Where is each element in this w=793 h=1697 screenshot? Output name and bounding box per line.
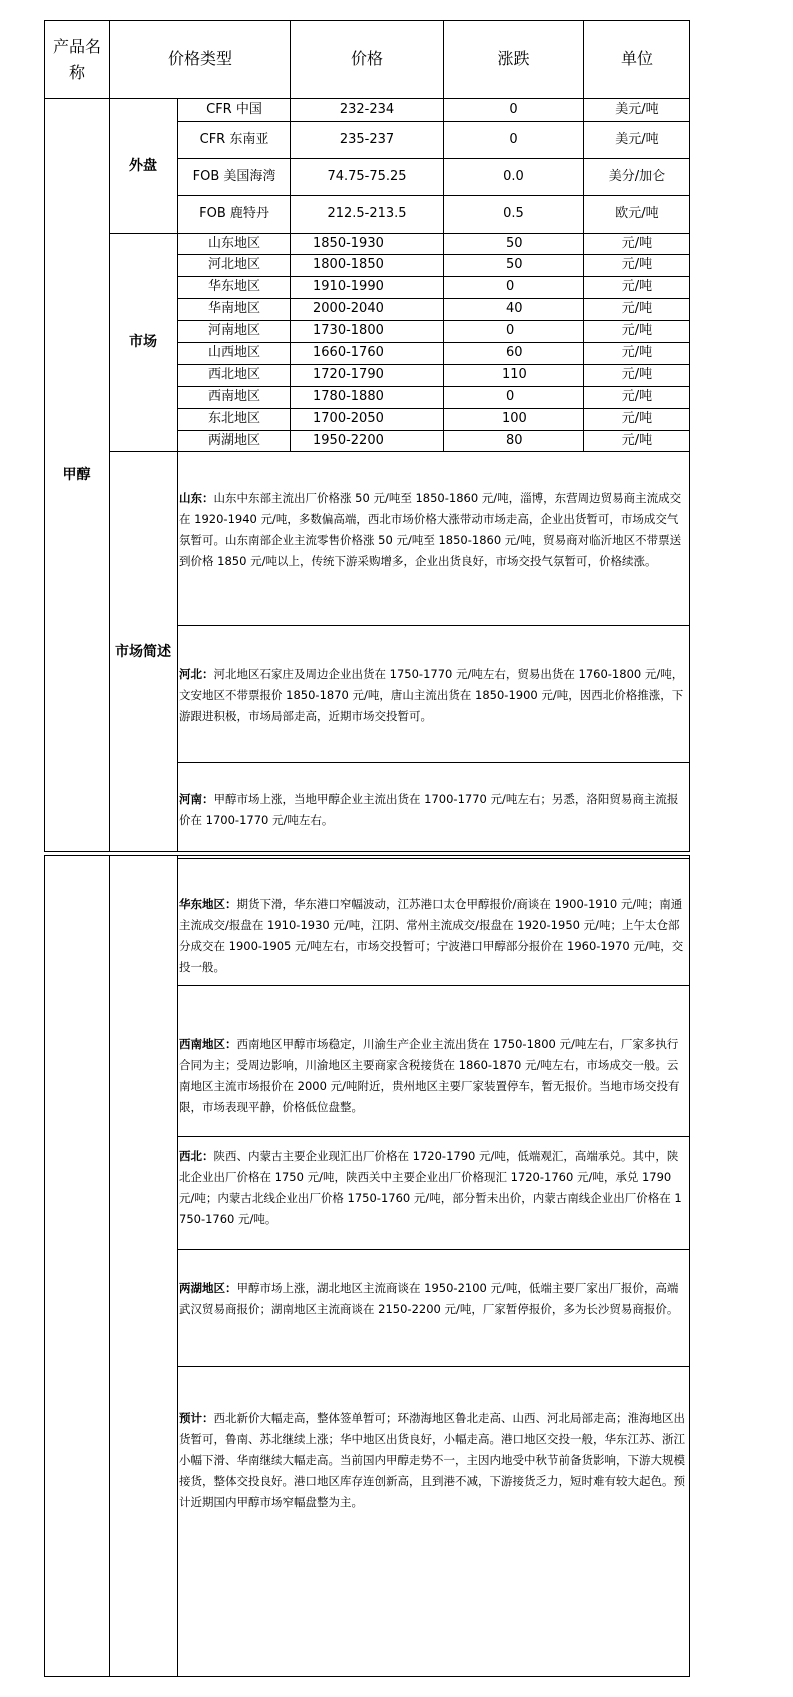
price-value: 1780-1880 xyxy=(313,389,384,404)
summary-southwest xyxy=(179,1034,687,1118)
price-type: CFR 东南亚 xyxy=(199,131,269,147)
region: 华南地区 xyxy=(207,301,260,316)
price-change: 50 xyxy=(506,257,523,272)
price-unit: 元/吨 xyxy=(621,279,653,294)
summary-northwest xyxy=(179,1146,687,1230)
summary-text: 西北新价大幅走高，整体签单暂可；环渤海地区鲁北走高、山西、河北局部走高；淮海地区出货暂可，鲁南、苏北继续上涨；华中地区出货良好，小幅走高。港口地区交投一般，华东江苏、浙江小幅下滑、华南继续大幅走高。当前国内甲醇走势不一，主因内地受中秋节前备货影响，下游大规模接货，整体交投良好。港口地区库存连创新高，且到港不减，下游接货乏力，短时难有较大起色。预计近期国内甲醇市场窄幅盘整为主。 xyxy=(179,1411,685,1509)
price-unit: 元/吨 xyxy=(621,257,653,272)
summary-table-continued xyxy=(44,855,690,1677)
region: 山西地区 xyxy=(207,345,260,360)
price-change: 0.0 xyxy=(503,168,524,184)
region: 东北地区 xyxy=(207,411,260,426)
price-change: 0.5 xyxy=(503,206,524,221)
summary-hebei xyxy=(179,664,687,727)
price-unit: 美分/加仑 xyxy=(608,168,666,184)
price-change: 0 xyxy=(506,323,515,338)
summary-text: 期货下滑，华东港口窄幅波动，江苏港口太仓甲醇报价/商谈在 1900-1910 元/吨；南通主流成交/报盘在 1910-1930 元/吨，江阴、常州主流成交/报盘在 1920-1950 元/吨；上午太仓部分成交在 1900-1905 元/吨左右，市场交投暂可；宁波港口甲醇部分报价在 1960-1970 元/吨，交投一般。 xyxy=(179,897,684,974)
region: 山东地区 xyxy=(207,235,260,251)
price-unit: 元/吨 xyxy=(621,235,653,251)
summary-shandong xyxy=(179,488,687,572)
price-type: FOB 美国海湾 xyxy=(192,168,276,184)
summary-henan xyxy=(179,789,687,831)
price-unit: 美元/吨 xyxy=(615,131,659,147)
group-outer: 外盘 xyxy=(129,157,157,174)
price-unit: 元/吨 xyxy=(621,345,653,360)
region: 西北地区 xyxy=(207,367,260,382)
product-name: 甲醇 xyxy=(62,467,91,483)
summary-label: 预计： xyxy=(179,1411,214,1425)
summary-text: 陕西、内蒙古主要企业现汇出厂价格在 1720-1790 元/吨，低端观汇，高端承兑。其中，陕北企业出厂价格在 1750 元/吨，陕西关中主要企业出厂价格现汇 1720-1760 元/吨，承兑 1790 元/吨；内蒙古北线企业出厂价格 1750-1760 元/吨，部分暂未出价，内蒙古南线企业出厂价格在 1750-1760 元/吨。 xyxy=(179,1149,682,1226)
price-value: 1720-1790 xyxy=(313,367,384,382)
price-change: 100 xyxy=(502,411,527,426)
summary-forecast xyxy=(179,1408,687,1513)
header-unit: 单位 xyxy=(620,49,653,68)
region: 河南地区 xyxy=(207,323,260,338)
price-unit: 元/吨 xyxy=(621,389,653,404)
price-unit: 元/吨 xyxy=(621,411,653,426)
header-product: 产品名称 xyxy=(52,36,101,82)
price-change: 50 xyxy=(506,235,523,251)
summary-label: 西北： xyxy=(179,1149,214,1163)
price-unit: 欧元/吨 xyxy=(615,206,659,221)
summary-label: 华东地区： xyxy=(179,897,237,911)
header-price: 价格 xyxy=(350,49,383,68)
price-value: 1910-1990 xyxy=(313,279,384,294)
summary-label: 两湖地区： xyxy=(179,1281,237,1295)
group-summary: 市场简述 xyxy=(115,643,171,660)
price-unit: 元/吨 xyxy=(621,301,653,316)
summary-text: 西南地区甲醇市场稳定，川渝生产企业主流出货在 1750-1800 元/吨左右，厂家多执行合同为主；受周边影响，川渝地区主要商家含税接货在 1860-1870 元/吨左右，市场成交一般。云南地区主流市场报价在 2000 元/吨附近，贵州地区主要厂家装置停车，暂无报价。当地市场交投有限，市场表现平静，价格低位盘整。 xyxy=(179,1037,680,1114)
summary-label: 山东： xyxy=(179,491,214,505)
price-change: 0 xyxy=(509,131,518,147)
price-value: 212.5-213.5 xyxy=(327,206,407,221)
region: 西南地区 xyxy=(207,389,260,404)
price-change: 0 xyxy=(506,279,515,294)
price-value: 1700-2050 xyxy=(313,411,384,426)
summary-text: 甲醇市场上涨，湖北地区主流商谈在 1950-2100 元/吨，低端主要厂家出厂报价，高端武汉贸易商报价；湖南地区主流商谈在 2150-2200 元/吨，厂家暂停报价，多为长沙贸易商报价。 xyxy=(179,1281,679,1316)
group-market: 市场 xyxy=(129,334,157,350)
price-unit: 元/吨 xyxy=(621,367,653,382)
header-change: 涨跌 xyxy=(497,49,530,68)
region: 河北地区 xyxy=(207,257,260,272)
region: 两湖地区 xyxy=(207,432,260,448)
price-type: FOB 鹿特丹 xyxy=(199,206,269,221)
price-value: 74.75-75.25 xyxy=(327,168,407,184)
price-value: 1660-1760 xyxy=(313,345,384,360)
price-unit: 美元/吨 xyxy=(615,101,659,117)
price-value: 1800-1850 xyxy=(313,257,384,272)
summary-text: 河北地区石家庄及周边企业出货在 1750-1770 元/吨左右，贸易出货在 1760-1800 元/吨，文安地区不带票报价 1850-1870 元/吨，唐山主流出货在 1850-1900 元/吨，因西北价格推涨，下游跟进积极，市场局部走高，近期市场交投暂可。 xyxy=(179,667,684,723)
price-value: 2000-2040 xyxy=(313,301,384,316)
summary-text: 山东中东部主流出厂价格涨 50 元/吨至 1850-1860 元/吨，淄博，东营周边贸易商主流成交在 1920-1940 元/吨，多数偏高端，西北市场价格大涨带动市场走高，企业出货暂可，市场成交气氛暂可。山东南部企业主流零售价格涨 50 元/吨至 1850-1860 元/吨，贸易商对临沂地区不带票送到价格 1850 元/吨以上，传统下游采购增多，企业出货良好，市场交投气氛暂可，价格续涨。 xyxy=(179,491,682,568)
price-unit: 元/吨 xyxy=(621,432,653,448)
price-value: 1850-1930 xyxy=(313,235,384,251)
summary-lianghu xyxy=(179,1278,687,1320)
price-change: 60 xyxy=(506,345,523,360)
summary-label: 西南地区： xyxy=(179,1037,237,1051)
summary-east-china xyxy=(179,894,687,978)
price-change: 0 xyxy=(506,389,515,404)
price-value: 235-237 xyxy=(339,131,395,147)
price-value: 1950-2200 xyxy=(313,432,384,448)
summary-label: 河南： xyxy=(179,792,214,806)
price-unit: 元/吨 xyxy=(621,323,653,338)
region: 华东地区 xyxy=(207,279,260,294)
summary-label: 河北： xyxy=(179,667,214,681)
header-price-type: 价格类型 xyxy=(167,49,232,68)
summary-text: 甲醇市场上涨，当地甲醇企业主流出货在 1700-1770 元/吨左右；另悉，洛阳贸易商主流报价在 1700-1770 元/吨左右。 xyxy=(179,792,679,827)
price-value: 1730-1800 xyxy=(313,323,384,338)
price-change: 0 xyxy=(509,101,518,117)
price-change: 110 xyxy=(502,367,527,382)
price-change: 40 xyxy=(506,301,523,316)
price-value: 232-234 xyxy=(339,101,395,117)
price-type: CFR 中国 xyxy=(206,101,262,117)
price-change: 80 xyxy=(506,432,523,448)
